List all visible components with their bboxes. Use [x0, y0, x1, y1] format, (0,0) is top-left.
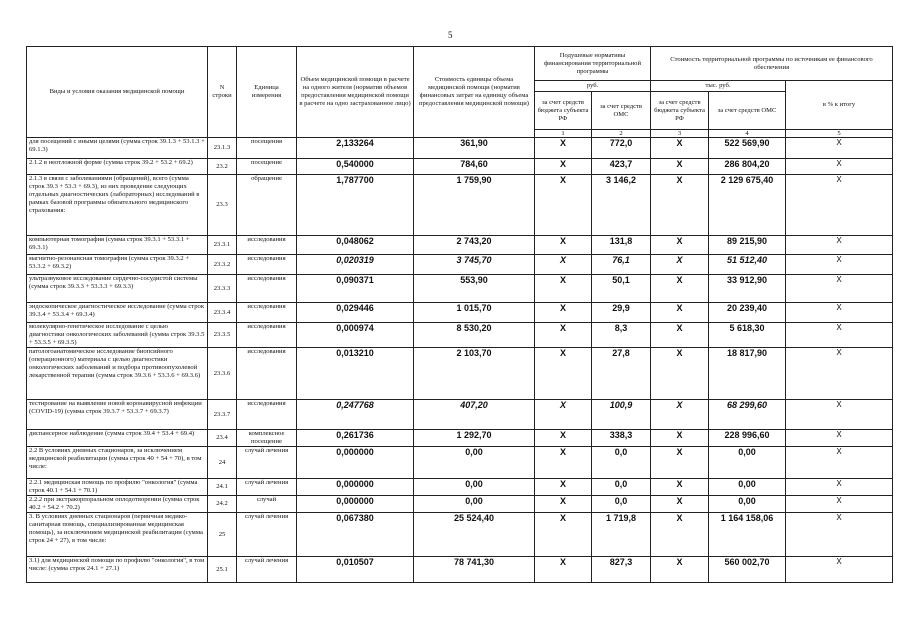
header-unit: Единица измерения [237, 47, 297, 138]
row-budget-rf-cost-cell: X [651, 303, 709, 323]
table-row [27, 479, 893, 496]
row-volume-cell: 0,013210 [297, 348, 414, 400]
row-oms-cost-cell: 2 129 675,40 [709, 175, 786, 236]
row-name-cell: тестирование на выявление новой коронавирусной инфекции (COVID-19) (сумма строк 39.3.7 + 53.3.7 + 69.3.7) [27, 400, 208, 430]
row-unit-cell: посещения [237, 138, 297, 159]
row-oms-cost-cell: 1 164 158,06 [709, 513, 786, 557]
header-row-number: N строки [208, 47, 237, 138]
row-unit-cell: комплексное посещение [237, 430, 297, 447]
row-code-cell: 23.3.5 [208, 323, 237, 348]
header-unit-cost: Стоимость единицы объема медицинской помощи (норматив финансовых затрат на единицу объема предоставления медицинской помощи) [414, 47, 535, 138]
tariff-table [26, 46, 893, 583]
row-volume-cell: 0,029446 [297, 303, 414, 323]
row-percent-cell: X [786, 175, 893, 236]
row-code-cell: 23.3.2 [208, 255, 237, 275]
row-unit-cost-cell: 2 743,20 [414, 236, 535, 255]
header-thous-rub: тыс. руб. [651, 81, 786, 92]
row-code-cell: 24.1 [208, 479, 237, 496]
header-volume: Объем медицинской помощи в расчете на одного жителя (норматив объемов предоставления медицинской помощи в расчете на одно застрахованное лицо) [297, 47, 414, 138]
row-unit-cost-cell: 361,90 [414, 138, 535, 159]
table-row [27, 159, 893, 175]
row-budget-rf-cost-cell: X [651, 348, 709, 400]
row-code-cell: 23.1.3 [208, 138, 237, 159]
row-oms-cost-cell: 0,00 [709, 496, 786, 513]
table-row [27, 557, 893, 583]
col-index: 3 [651, 130, 709, 138]
row-volume-cell: 0,000000 [297, 479, 414, 496]
row-volume-cell: 1,787700 [297, 175, 414, 236]
row-name-cell: 2.1.2 в неотложной форме (сумма строк 39.2 + 53.2 + 69.2) [27, 159, 208, 175]
row-budget-rf-norm-cell: X [535, 138, 592, 159]
row-name-cell: для посещений с иными целями (сумма строк 39.1.3 + 53.1.3 + 69.1.3) [27, 138, 208, 159]
row-budget-rf-cost-cell: X [651, 175, 709, 236]
table-row [27, 447, 893, 479]
row-name-cell: диспансерное наблюдение (сумма строк 39.4 + 53.4 + 69.4) [27, 430, 208, 447]
row-unit-cost-cell: 3 745,70 [414, 255, 535, 275]
row-oms-norm-cell: 131,8 [592, 236, 651, 255]
row-oms-norm-cell: 3 146,2 [592, 175, 651, 236]
header-oms-6: за счет средств ОМС [592, 92, 651, 130]
row-budget-rf-norm-cell: X [535, 175, 592, 236]
row-oms-cost-cell: 89 215,90 [709, 236, 786, 255]
row-name-cell: 2.2.2 при экстракорпоральном оплодотворении (сумма строк 40.2 + 54.2 + 70.2) [27, 496, 208, 513]
row-unit-cell: исследования [237, 323, 297, 348]
row-unit-cell: случай лечения [237, 479, 297, 496]
row-budget-rf-norm-cell: X [535, 159, 592, 175]
row-name-cell: патологоанатомическое исследование биопсийного (операционного) материала с целью диагностики онкологических заболеваний и подбора противоопухолевой лекарственной терапии (сумма строк 39.3.6 + 53.3.6 + 69.3.6) [27, 348, 208, 400]
row-code-cell: 23.3 [208, 175, 237, 236]
row-oms-norm-cell: 827,3 [592, 557, 651, 583]
row-budget-rf-cost-cell: X [651, 447, 709, 479]
row-unit-cell: исследования [237, 236, 297, 255]
row-name-cell: эндоскопическое диагностическое исследование (сумма строк 39.3.4 + 53.3.4 + 69.3.4) [27, 303, 208, 323]
row-oms-norm-cell: 8,3 [592, 323, 651, 348]
row-percent-cell: X [786, 348, 893, 400]
row-budget-rf-cost-cell: X [651, 400, 709, 430]
row-name-cell: 3. В условиях дневных стационаров (первичная медико-санитарная помощь, специализированная медицинская помощь), за исключением медицинской реабилитации (сумма строк 24 + 27), в том числе: [27, 513, 208, 557]
row-oms-norm-cell: 76,1 [592, 255, 651, 275]
row-code-cell: 25 [208, 513, 237, 557]
header-budget-rf-5: за счет средств бюджета субъекта РФ [535, 92, 592, 130]
row-unit-cell: случай лечения [237, 447, 297, 479]
table-row [27, 138, 893, 159]
row-percent-cell: X [786, 557, 893, 583]
row-budget-rf-norm-cell: X [535, 236, 592, 255]
row-budget-rf-cost-cell: X [651, 138, 709, 159]
row-unit-cell: исследования [237, 348, 297, 400]
row-volume-cell: 0,247768 [297, 400, 414, 430]
table-body [27, 138, 893, 583]
row-volume-cell: 0,000000 [297, 447, 414, 479]
row-oms-cost-cell: 20 239,40 [709, 303, 786, 323]
row-budget-rf-cost-cell: X [651, 557, 709, 583]
row-volume-cell: 0,090371 [297, 275, 414, 303]
row-budget-rf-cost-cell: X [651, 323, 709, 348]
row-oms-cost-cell: 560 002,70 [709, 557, 786, 583]
row-percent-cell: X [786, 236, 893, 255]
row-name-cell: 2.2.1 медицинская помощь по профилю "онкология" (сумма строк 40.1 + 54.1 + 70.1) [27, 479, 208, 496]
row-volume-cell: 0,540000 [297, 159, 414, 175]
row-percent-cell: X [786, 400, 893, 430]
table-row [27, 496, 893, 513]
col-index: 2 [592, 130, 651, 138]
row-unit-cell: исследования [237, 303, 297, 323]
row-name-cell: ультразвуковое исследование сердечно-сосудистой системы (сумма строк 39.3.3 + 53.3.3 + 69.3.3) [27, 275, 208, 303]
row-oms-cost-cell: 51 512,40 [709, 255, 786, 275]
row-budget-rf-norm-cell: X [535, 447, 592, 479]
row-unit-cost-cell: 784,60 [414, 159, 535, 175]
row-unit-cost-cell: 1 759,90 [414, 175, 535, 236]
row-oms-cost-cell: 0,00 [709, 479, 786, 496]
row-volume-cell: 0,048062 [297, 236, 414, 255]
row-budget-rf-cost-cell: X [651, 496, 709, 513]
table-row [27, 323, 893, 348]
row-volume-cell: 0,000000 [297, 496, 414, 513]
row-unit-cost-cell: 78 741,30 [414, 557, 535, 583]
row-percent-cell: X [786, 447, 893, 479]
row-name-cell: молекулярно-генетическое исследование с целью диагностики онкологических заболеваний (сумма строк 39.3.5 + 53.3.5 + 69.3.5) [27, 323, 208, 348]
row-budget-rf-norm-cell: X [535, 400, 592, 430]
header-normatives: Подушевые нормативы финансирования территориальной программы [535, 47, 651, 81]
row-oms-norm-cell: 100,9 [592, 400, 651, 430]
row-oms-cost-cell: 5 618,30 [709, 323, 786, 348]
row-oms-norm-cell: 338,3 [592, 430, 651, 447]
row-percent-cell: X [786, 496, 893, 513]
row-oms-norm-cell: 50,1 [592, 275, 651, 303]
row-name-cell: компьютерная томография (сумма строк 39.3.1 + 53.3.1 + 69.3.1) [27, 236, 208, 255]
header-rub: руб. [535, 81, 651, 92]
row-oms-cost-cell: 33 912,90 [709, 275, 786, 303]
table-row [27, 400, 893, 430]
row-budget-rf-cost-cell: X [651, 479, 709, 496]
row-unit-cell: случай [237, 496, 297, 513]
row-name-cell: 3.1) для медицинской помощи по профилю "онкология", в том числе: (сумма строк 24.1 + 27.1) [27, 557, 208, 583]
row-budget-rf-cost-cell: X [651, 159, 709, 175]
row-oms-norm-cell: 0,0 [592, 447, 651, 479]
row-budget-rf-norm-cell: X [535, 275, 592, 303]
row-oms-norm-cell: 0,0 [592, 479, 651, 496]
row-percent-cell: X [786, 430, 893, 447]
table-row [27, 275, 893, 303]
page-number: 5 [448, 30, 453, 40]
row-oms-cost-cell: 68 299,60 [709, 400, 786, 430]
header-budget-rf-7: за счет средств бюджета субъекта РФ [651, 92, 709, 130]
row-oms-norm-cell: 27,8 [592, 348, 651, 400]
row-unit-cell: посещение [237, 159, 297, 175]
table-row [27, 348, 893, 400]
row-unit-cost-cell: 553,90 [414, 275, 535, 303]
table-row [27, 303, 893, 323]
row-unit-cost-cell: 0,00 [414, 496, 535, 513]
col-index: 5 [786, 130, 893, 138]
table-row [27, 175, 893, 236]
row-volume-cell: 0,000974 [297, 323, 414, 348]
row-unit-cell: исследования [237, 400, 297, 430]
row-code-cell: 24 [208, 447, 237, 479]
row-oms-norm-cell: 423,7 [592, 159, 651, 175]
row-oms-cost-cell: 228 996,60 [709, 430, 786, 447]
row-oms-norm-cell: 1 719,8 [592, 513, 651, 557]
header-types: Виды и условия оказания медицинской помощи [27, 47, 208, 138]
row-unit-cost-cell: 1 015,70 [414, 303, 535, 323]
row-code-cell: 23.3.3 [208, 275, 237, 303]
row-oms-cost-cell: 18 817,90 [709, 348, 786, 400]
row-volume-cell: 0,261736 [297, 430, 414, 447]
row-unit-cell: обращение [237, 175, 297, 236]
row-unit-cost-cell: 0,00 [414, 479, 535, 496]
row-oms-norm-cell: 29,9 [592, 303, 651, 323]
row-percent-cell: X [786, 138, 893, 159]
row-budget-rf-norm-cell: X [535, 479, 592, 496]
row-unit-cell: случай лечения [237, 557, 297, 583]
row-unit-cost-cell: 8 530,20 [414, 323, 535, 348]
row-budget-rf-cost-cell: X [651, 430, 709, 447]
row-percent-cell: X [786, 303, 893, 323]
table-row [27, 430, 893, 447]
row-percent-cell: X [786, 159, 893, 175]
col-index: 1 [535, 130, 592, 138]
row-budget-rf-norm-cell: X [535, 348, 592, 400]
row-volume-cell: 2,133264 [297, 138, 414, 159]
row-unit-cell: исследования [237, 275, 297, 303]
row-name-cell: 2.2 В условиях дневных стационаров, за исключением медицинской реабилитации (сумма строк 40 + 54 + 70), в том числе: [27, 447, 208, 479]
row-budget-rf-norm-cell: X [535, 323, 592, 348]
row-budget-rf-norm-cell: X [535, 513, 592, 557]
row-budget-rf-cost-cell: X [651, 513, 709, 557]
row-percent-cell: X [786, 275, 893, 303]
header-cost-by-sources: Стоимость территориальной программы по источникам ее финансового обеспечения [651, 47, 893, 81]
row-code-cell: 24.2 [208, 496, 237, 513]
header-percent-total: в % к итогу [786, 81, 893, 130]
row-volume-cell: 0,010507 [297, 557, 414, 583]
row-unit-cost-cell: 2 103,70 [414, 348, 535, 400]
row-code-cell: 23.2 [208, 159, 237, 175]
row-code-cell: 23.3.6 [208, 348, 237, 400]
row-unit-cell: исследования [237, 255, 297, 275]
row-budget-rf-norm-cell: X [535, 430, 592, 447]
row-oms-norm-cell: 0,0 [592, 496, 651, 513]
row-unit-cost-cell: 0,00 [414, 447, 535, 479]
row-unit-cost-cell: 407,20 [414, 400, 535, 430]
row-code-cell: 23.3.1 [208, 236, 237, 255]
row-name-cell: 2.1.3 в связи с заболеваниями (обращений), всего (сумма строк 39.3 + 53.3 + 69.3), из них проведение следующих отдельных диагностических (лабораторных) исследований в рамках базовой программы обязательного медицинского страхования: [27, 175, 208, 236]
row-budget-rf-cost-cell: X [651, 236, 709, 255]
row-budget-rf-cost-cell: X [651, 255, 709, 275]
row-code-cell: 23.3.7 [208, 400, 237, 430]
row-unit-cell: случай лечения [237, 513, 297, 557]
row-budget-rf-norm-cell: X [535, 496, 592, 513]
row-percent-cell: X [786, 513, 893, 557]
row-code-cell: 23.3.4 [208, 303, 237, 323]
row-oms-cost-cell: 0,00 [709, 447, 786, 479]
row-budget-rf-cost-cell: X [651, 275, 709, 303]
row-volume-cell: 0,020319 [297, 255, 414, 275]
row-oms-norm-cell: 772,0 [592, 138, 651, 159]
col-index: 4 [709, 130, 786, 138]
row-unit-cost-cell: 1 292,70 [414, 430, 535, 447]
row-oms-cost-cell: 286 804,20 [709, 159, 786, 175]
row-budget-rf-norm-cell: X [535, 255, 592, 275]
row-code-cell: 23.4 [208, 430, 237, 447]
header-oms-8: за счет средств ОМС [709, 92, 786, 130]
row-volume-cell: 0,067380 [297, 513, 414, 557]
row-percent-cell: X [786, 479, 893, 496]
row-percent-cell: X [786, 255, 893, 275]
table-row [27, 236, 893, 255]
row-name-cell: магнитно-резонансная томография (сумма строк 39.3.2 + 53.3.2 + 69.3.2) [27, 255, 208, 275]
row-budget-rf-norm-cell: X [535, 557, 592, 583]
table-row [27, 255, 893, 275]
row-budget-rf-norm-cell: X [535, 303, 592, 323]
row-oms-cost-cell: 522 569,90 [709, 138, 786, 159]
row-code-cell: 25.1 [208, 557, 237, 583]
row-percent-cell: X [786, 323, 893, 348]
row-unit-cost-cell: 25 524,40 [414, 513, 535, 557]
table-row [27, 513, 893, 557]
